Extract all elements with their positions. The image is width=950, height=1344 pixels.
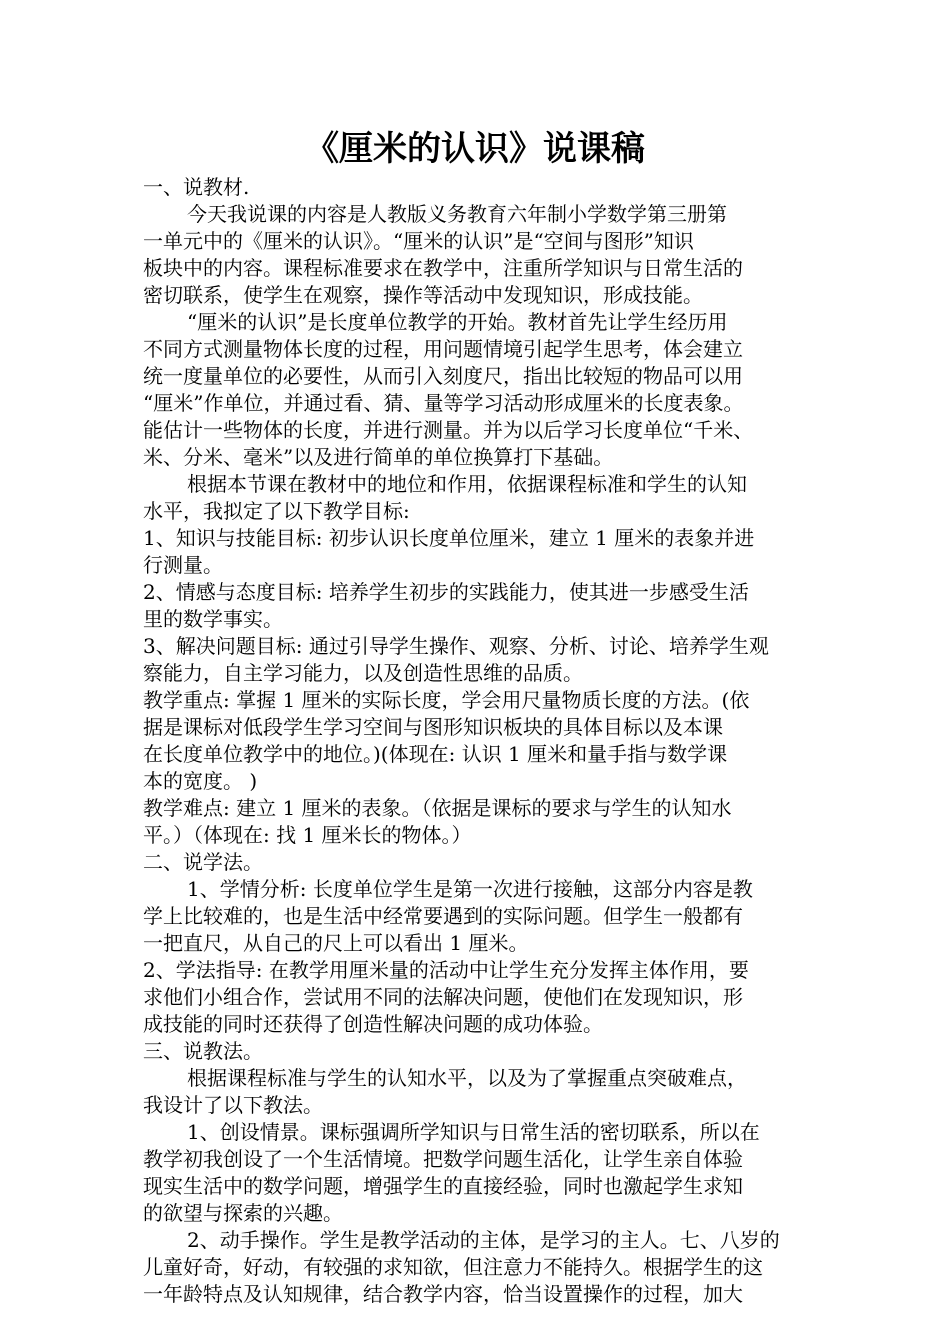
text-line: 米、分米、毫米”以及进行简单的单位换算打下基础。 [143, 445, 614, 469]
text-line: 一把直尺，从自己的尺上可以看出 1 厘米。 [143, 931, 529, 955]
text-line: 3、解决问题目标: 通过引导学生操作、观察、分析、讨论、培养学生观 [143, 634, 769, 658]
document-title: 《厘米的认识》说课稿 [305, 129, 645, 169]
text-line: 1、学情分析: 长度单位学生是第一次进行接触，这部分内容是教 [187, 877, 753, 901]
text-line: 今天我说课的内容是人教版义务教育六年制小学数学第三册第 [187, 202, 727, 226]
text-line: 不同方式测量物体长度的过程，用问题情境引起学生思考，体会建立 [143, 337, 743, 361]
text-line: 据是课标对低段学生学习空间与图形知识板块的具体目标以及本课 [143, 715, 723, 739]
text-line: 能估计一些物体的长度，并进行测量。并为以后学习长度单位“千米、 [143, 418, 754, 442]
text-line: 里的数学事实。 [143, 607, 283, 631]
text-line: 根据本节课在教材中的地位和作用，依据课程标准和学生的认知 [187, 472, 747, 496]
text-line: 密切联系，使学生在观察，操作等活动中发现知识，形成技能。 [143, 283, 703, 307]
text-line: 教学重点: 掌握 1 厘米的实际长度，学会用尺量物质长度的方法。(依 [143, 688, 750, 712]
text-line: 2、动手操作。学生是教学活动的主体，是学习的主人。七、八岁的 [187, 1228, 780, 1252]
text-line: “厘米的认识”是长度单位教学的开始。教材首先让学生经历用 [187, 310, 728, 334]
text-line: 一单元中的《厘米的认识》。“厘米的认识”是“空间与图形”知识 [143, 229, 694, 253]
text-line: 现实生活中的数学问题，增强学生的直接经验，同时也激起学生求知 [143, 1174, 743, 1198]
text-line: 二、说学法。 [143, 850, 263, 874]
text-line: 一、说教材. [143, 175, 250, 199]
text-line: 教学初我创设了一个生活情境。把数学问题生活化，让学生亲自体验 [143, 1147, 743, 1171]
text-line: 求他们小组合作，尝试用不同的法解决问题，使他们在发现知识，形 [143, 985, 743, 1009]
text-line: “厘米”作单位，并通过看、猜、量等学习活动形成厘米的长度表象。 [143, 391, 744, 415]
text-line: 1、知识与技能目标: 初步认识长度单位厘米，建立 1 厘米的表象并进 [143, 526, 755, 550]
text-line: 察能力，自主学习能力，以及创造性思维的品质。 [143, 661, 583, 685]
text-line: 本的宽度。 ) [143, 769, 258, 793]
text-line: 在长度单位教学中的地位。)(体现在: 认识 1 厘米和量手指与数学课 [143, 742, 728, 766]
text-line: 三、说教法。 [143, 1039, 263, 1063]
text-line: 根据课程标准与学生的认知水平，以及为了掌握重点突破难点， [187, 1066, 747, 1090]
text-line: 的欲望与探索的兴趣。 [143, 1201, 343, 1225]
text-line: 统一度量单位的必要性，从而引入刻度尺，指出比较短的物品可以用 [143, 364, 743, 388]
text-line: 平。）（体现在: 找 1 厘米长的物体。） [143, 823, 472, 847]
text-line: 水平，我拟定了以下教学目标: [143, 499, 410, 523]
text-line: 行测量。 [143, 553, 223, 577]
text-line: 1、创设情景。课标强调所学知识与日常生活的密切联系，所以在 [187, 1120, 760, 1144]
text-line: 成技能的同时还获得了创造性解决问题的成功体验。 [143, 1012, 603, 1036]
text-line: 我设计了以下教法。 [143, 1093, 323, 1117]
text-line: 2、学法指导: 在教学用厘米量的活动中让学生充分发挥主体作用，要 [143, 958, 749, 982]
text-line: 2、情感与态度目标: 培养学生初步的实践能力，使其进一步感受生活 [143, 580, 749, 604]
text-line: 学上比较难的，也是生活中经常要遇到的实际问题。但学生一般都有 [143, 904, 743, 928]
text-line: 教学难点: 建立 1 厘米的表象。（依据是课标的要求与学生的认知水 [143, 796, 732, 820]
text-line: 板块中的内容。课程标准要求在教学中，注重所学知识与日常生活的 [143, 256, 743, 280]
text-line: 儿童好奇，好动，有较强的求知欲，但注意力不能持久。根据学生的这 [143, 1255, 763, 1279]
document-body [143, 174, 813, 1308]
text-line: 一年龄特点及认知规律，结合教学内容，恰当设置操作的过程，加大 [143, 1282, 743, 1306]
